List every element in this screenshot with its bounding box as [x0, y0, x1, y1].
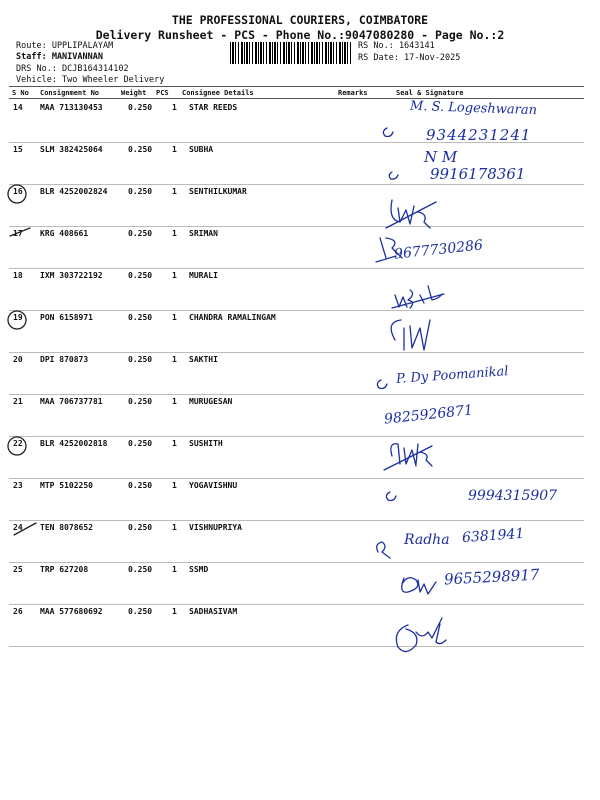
row-consignee: STAR REEDS	[189, 103, 238, 112]
row-divider	[9, 436, 584, 437]
r15-handwritten-name: N M	[424, 148, 458, 166]
header-bottom-rule	[9, 98, 584, 99]
table-row	[0, 187, 600, 199]
table-row	[0, 229, 600, 241]
r20-initial-mark	[377, 380, 387, 389]
row-weight: 0.250	[128, 523, 153, 532]
row-sno: 22	[13, 439, 23, 448]
company-title: THE PROFESSIONAL COURIERS, COIMBATORE	[171, 13, 429, 27]
row-sno: 25	[13, 565, 23, 574]
row-divider	[9, 478, 584, 479]
row-consignee: VISHNUPRIYA	[189, 523, 242, 532]
runsheet-subtitle: Delivery Runsheet - PCS - Phone No.:9047080280 - Page No.:2	[95, 28, 505, 42]
r14-handwritten-name: M. S. Logeshwaran	[409, 98, 538, 119]
row-consignee: SAKTHI	[189, 355, 218, 364]
row-weight: 0.250	[128, 355, 153, 364]
row-consignee: CHANDRA RAMALINGAM	[189, 313, 276, 322]
row-pcs: 1	[172, 313, 177, 322]
row-pcs: 1	[172, 103, 177, 112]
row-sno: 21	[13, 397, 23, 406]
row-weight: 0.250	[128, 229, 153, 238]
row-sno: 19	[13, 313, 23, 322]
row-consignment-no: TRP 627208	[40, 565, 89, 574]
rs-number: RS No.: 1643141	[358, 41, 435, 51]
row-divider	[9, 310, 584, 311]
row-weight: 0.250	[128, 607, 153, 616]
row-sno: 26	[13, 607, 23, 616]
r24-handwritten-phone: 6381941	[461, 525, 525, 547]
row-pcs: 1	[172, 523, 177, 532]
r23-handwritten-phone: 9994315907	[468, 488, 558, 504]
row-pcs: 1	[172, 187, 177, 196]
row-pcs: 1	[172, 397, 177, 406]
row-consignee: MURUGESAN	[189, 397, 233, 406]
row-consignment-no: BLR 4252002824	[40, 187, 108, 196]
r20-handwritten-name: P. Dy Poomanikal	[395, 364, 509, 387]
r18-signature	[392, 286, 444, 308]
row-divider	[9, 352, 584, 353]
row-sno: 24	[13, 523, 23, 532]
row-consignment-no: MAA 577680692	[40, 607, 103, 616]
row-pcs: 1	[172, 439, 177, 448]
r17-handwritten-phone: 9677730286	[393, 237, 484, 263]
row-consignment-no: IXM 303722192	[40, 271, 103, 280]
row-weight: 0.250	[128, 439, 153, 448]
row-pcs: 1	[172, 229, 177, 238]
r24-handwritten-name: Radha	[404, 532, 450, 548]
r20-handwritten-phone: 9825926871	[383, 402, 474, 428]
row-weight: 0.250	[128, 145, 153, 154]
row-weight: 0.250	[128, 397, 153, 406]
col-sno: S No	[12, 89, 29, 97]
row-consignee: SUBHA	[189, 145, 214, 154]
row-consignee: SSMD	[189, 565, 209, 574]
row-weight: 0.250	[128, 481, 153, 490]
row-sno: 16	[13, 187, 23, 196]
table-row	[0, 145, 600, 157]
table-row	[0, 397, 600, 409]
r16-signature	[386, 200, 436, 228]
row-sno: 14	[13, 103, 23, 112]
col-consignee: Consignee Details	[182, 89, 254, 97]
row-consignment-no: DPI 870873	[40, 355, 89, 364]
row-sno: 17	[13, 229, 23, 238]
row-consignee: YOGAVISHNU	[189, 481, 238, 490]
table-row	[0, 607, 600, 619]
row-consignee: SENTHILKUMAR	[189, 187, 247, 196]
row-pcs: 1	[172, 607, 177, 616]
row-consignment-no: MAA 706737781	[40, 397, 103, 406]
r23-initial-mark	[386, 492, 396, 501]
row-divider	[9, 562, 584, 563]
row-divider	[9, 268, 584, 269]
vehicle-info: Vehicle: Two Wheeler Delivery	[16, 75, 165, 85]
r14-handwritten-phone: 9344231241	[426, 126, 532, 144]
col-pcs: PCS	[156, 89, 169, 97]
barcode	[230, 42, 352, 64]
row-consignment-no: TEN 8078652	[40, 523, 93, 532]
row-pcs: 1	[172, 145, 177, 154]
col-signature: Seal & Signature	[396, 89, 464, 97]
row-divider	[9, 604, 584, 605]
r25-handwritten-phone: 9655298917	[443, 565, 540, 589]
r14-initial-mark	[383, 128, 393, 137]
row-consignment-no: KRG 408661	[40, 229, 89, 238]
row-sno: 15	[13, 145, 23, 154]
row-pcs: 1	[172, 271, 177, 280]
r15-initial-mark	[389, 172, 398, 179]
table-row	[0, 355, 600, 367]
row-consignee: SADHASIVAM	[189, 607, 238, 616]
row-divider	[9, 520, 584, 521]
row-sno: 18	[13, 271, 23, 280]
row-sno: 20	[13, 355, 23, 364]
row-divider	[9, 226, 584, 227]
row-weight: 0.250	[128, 187, 153, 196]
row-consignment-no: PON 6158971	[40, 313, 93, 322]
row-pcs: 1	[172, 565, 177, 574]
row-divider	[9, 646, 584, 647]
drs-info: DRS No.: DCJB164314102	[16, 64, 129, 74]
row-consignment-no: MAA 713130453	[40, 103, 103, 112]
rs-date: RS Date: 17-Nov-2025	[358, 53, 461, 63]
row-consignee: MURALI	[189, 271, 218, 280]
row-divider	[9, 394, 584, 395]
route-info: Route: UPPLIPALAYAM	[16, 41, 114, 51]
r25-signature	[402, 578, 436, 594]
header-top-rule	[9, 86, 584, 87]
col-weight: Weight	[121, 89, 147, 97]
r24-initial-mark	[377, 542, 390, 558]
table-row	[0, 313, 600, 325]
row-weight: 0.250	[128, 313, 153, 322]
row-consignment-no: MTP 5102250	[40, 481, 93, 490]
staff-info: Staff: MANIVANNAN	[16, 52, 103, 62]
row-pcs: 1	[172, 481, 177, 490]
row-consignment-no: BLR 4252002818	[40, 439, 108, 448]
row-consignment-no: SLM 382425064	[40, 145, 103, 154]
row-sno: 23	[13, 481, 23, 490]
row-consignee: SRIMAN	[189, 229, 218, 238]
r15-handwritten-phone: 9916178361	[430, 165, 526, 183]
row-weight: 0.250	[128, 103, 153, 112]
row-weight: 0.250	[128, 565, 153, 574]
row-pcs: 1	[172, 355, 177, 364]
row-divider	[9, 184, 584, 185]
table-row	[0, 439, 600, 451]
col-consignment: Consignment No	[40, 89, 100, 97]
row-consignee: SUSHITH	[189, 439, 223, 448]
row-weight: 0.250	[128, 271, 153, 280]
table-row	[0, 271, 600, 283]
col-remarks: Remarks	[338, 89, 368, 97]
